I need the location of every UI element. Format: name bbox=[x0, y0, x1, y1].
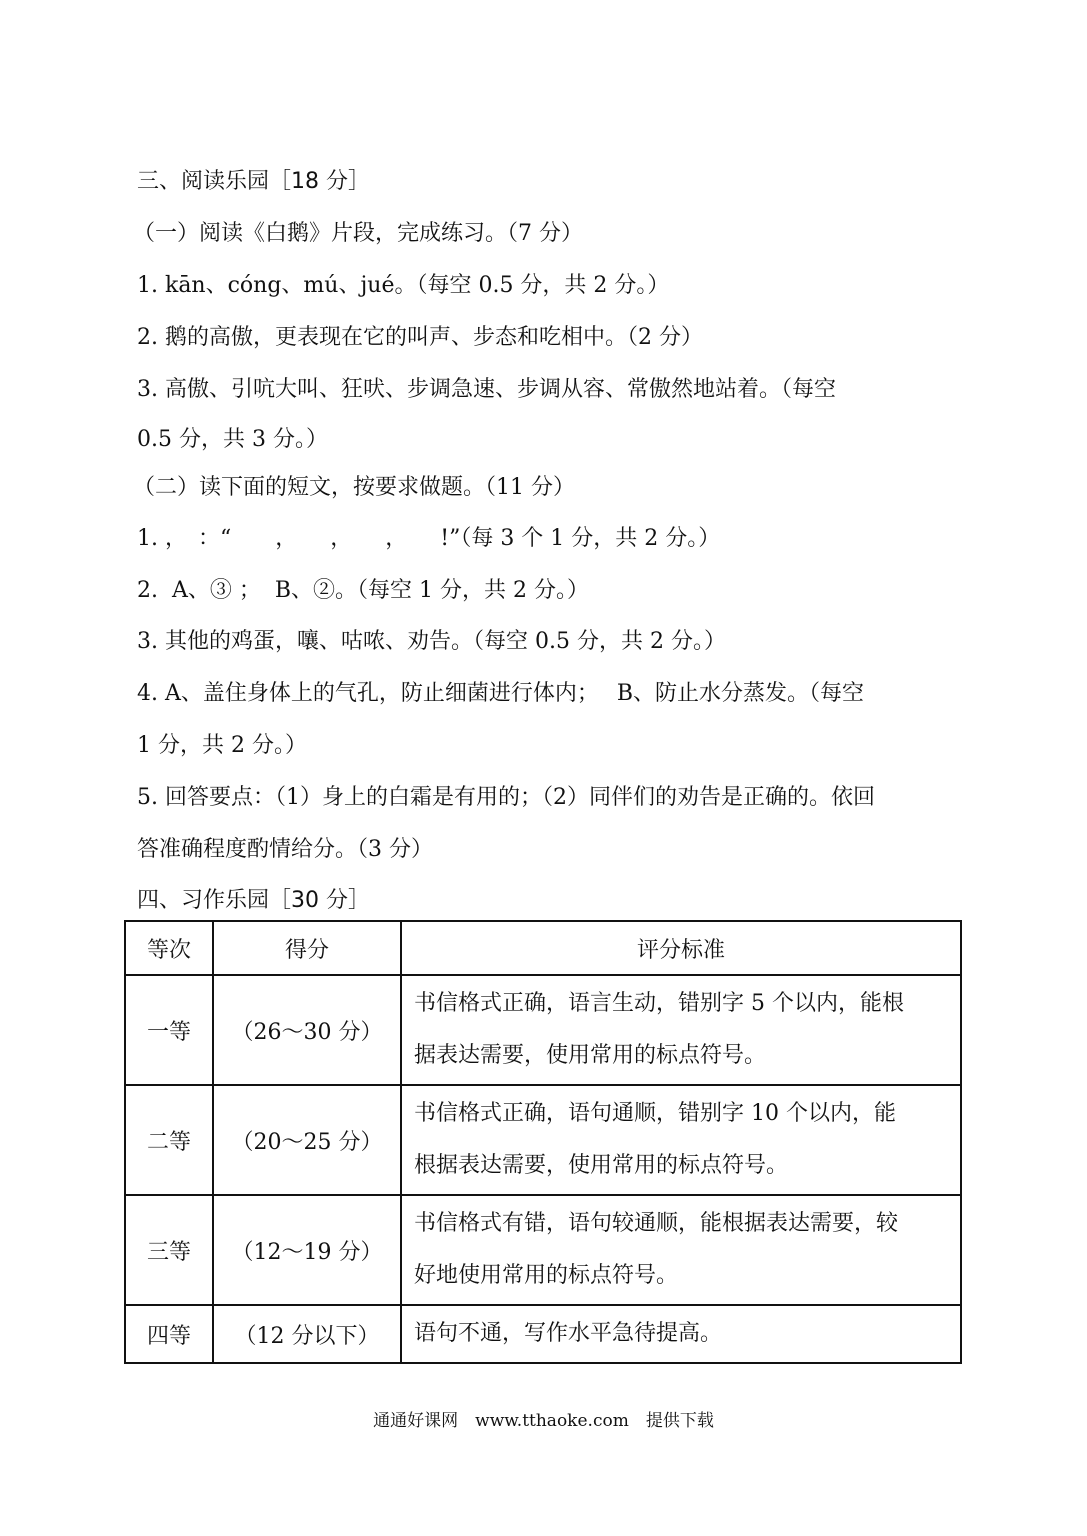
header-criteria: 评分标准 bbox=[401, 921, 961, 975]
criteria-cell bbox=[401, 1195, 961, 1305]
header-grade: 等次 bbox=[125, 921, 213, 975]
answer-line: 3. 高傲、引吭大叫、狂吠、步调急速、步调从容、常傲然地站着。（每空 bbox=[137, 377, 836, 402]
table-row bbox=[125, 1195, 961, 1305]
section4-title: 四、习作乐园［30 分］ bbox=[137, 888, 370, 913]
grade-cell: 四等 bbox=[125, 1305, 213, 1363]
answer-line: 1 分，共 2 分。） bbox=[137, 733, 307, 758]
answer-line: 1. ， ：“ ， ， ， !”（每 3 个 1 分，共 2 分。） bbox=[137, 526, 721, 551]
grade-cell: 二等 bbox=[125, 1085, 213, 1195]
grade-cell: 三等 bbox=[125, 1195, 213, 1305]
criteria-line: 据表达需要，使用常用的标点符号。 bbox=[414, 1043, 767, 1068]
answer-line: 2. 鹅的高傲，更表现在它的叫声、步态和吃相中。（2 分） bbox=[137, 325, 703, 350]
answer-line: 2. A、③ ； B、②。（每空 1 分，共 2 分。） bbox=[137, 578, 589, 603]
criteria-cell bbox=[401, 1305, 961, 1363]
criteria-line: 书信格式正确，语言生动，错别字 5 个以内，能根 bbox=[414, 991, 904, 1016]
table-row bbox=[125, 975, 961, 1085]
table-row bbox=[125, 1305, 961, 1363]
part2-title: （二）读下面的短文，按要求做题。（11 分） bbox=[133, 475, 575, 500]
table-row bbox=[125, 1085, 961, 1195]
answer-line: 5. 回答要点：（1）身上的白霜是有用的；（2）同伴们的劝告是正确的。依回 bbox=[137, 785, 875, 810]
header-score: 得分 bbox=[213, 921, 401, 975]
criteria-line: 书信格式正确，语句通顺，错别字 10 个以内，能 bbox=[414, 1101, 896, 1126]
section3-title: 三、阅读乐园［18 分］ bbox=[137, 169, 370, 194]
criteria-line: 书信格式有错，语句较通顺，能根据表达需要，较 bbox=[414, 1211, 899, 1236]
grading-table bbox=[124, 920, 962, 1364]
criteria-cell bbox=[401, 1085, 961, 1195]
criteria-cell bbox=[401, 975, 961, 1085]
criteria-line: 语句不通，写作水平急待提高。 bbox=[414, 1321, 723, 1346]
score-cell: （26～30 分） bbox=[213, 975, 401, 1085]
score-cell: （12 分以下） bbox=[213, 1305, 401, 1363]
criteria-line: 好地使用常用的标点符号。 bbox=[414, 1263, 679, 1288]
answer-line: 答准确程度酌情给分。（3 分） bbox=[137, 837, 433, 862]
grade-cell: 一等 bbox=[125, 975, 213, 1085]
score-cell: （20～25 分） bbox=[213, 1085, 401, 1195]
answer-line: 0.5 分，共 3 分。） bbox=[137, 427, 328, 452]
answer-line: 3. 其他的鸡蛋，嚷、咕哝、劝告。（每空 0.5 分，共 2 分。） bbox=[137, 629, 726, 654]
page-footer: 通通好课网 www.tthaoke.com 提供下载 bbox=[373, 1411, 714, 1431]
answer-line: 4. A、盖住身体上的气孔，防止细菌进行体内； B、防止水分蒸发。（每空 bbox=[137, 681, 865, 706]
score-cell: （12～19 分） bbox=[213, 1195, 401, 1305]
part1-title: （一）阅读《白鹅》片段，完成练习。（7 分） bbox=[133, 221, 583, 246]
table-header-row bbox=[125, 921, 961, 975]
answer-line: 1. kān、cóng、mú、jué。（每空 0.5 分，共 2 分。） bbox=[137, 273, 670, 298]
criteria-line: 根据表达需要，使用常用的标点符号。 bbox=[414, 1153, 789, 1178]
